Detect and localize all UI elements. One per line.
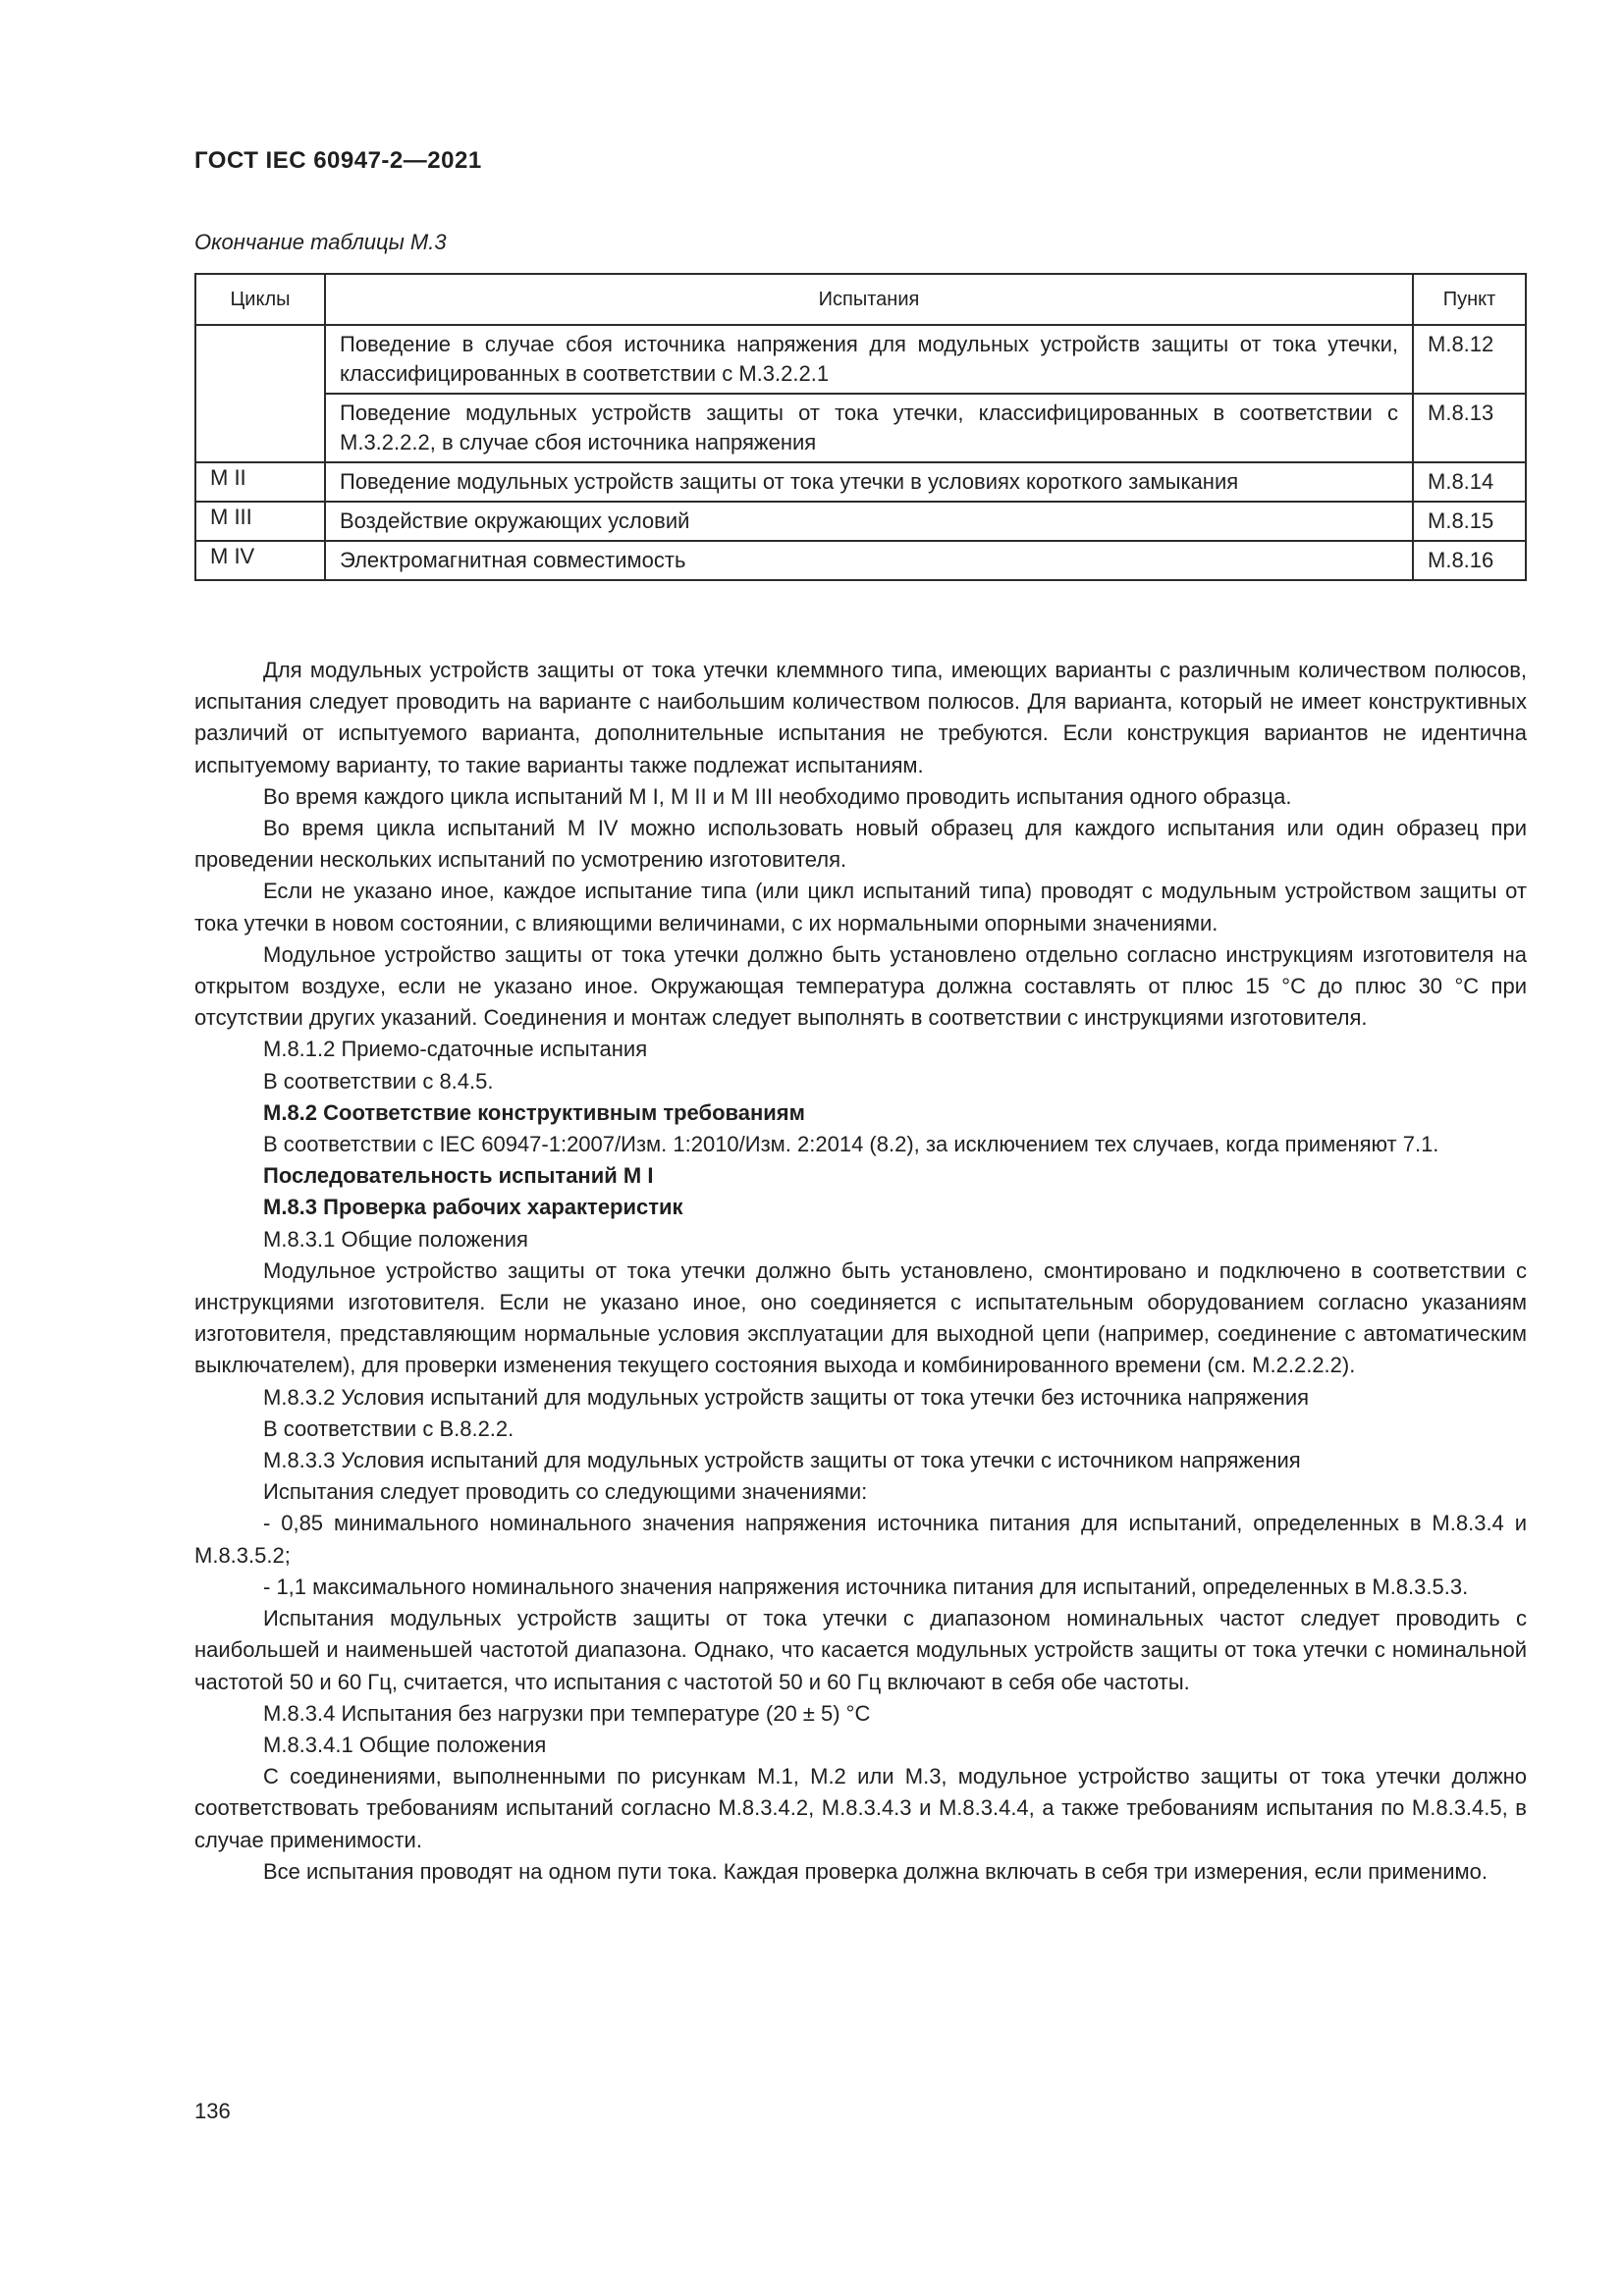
table-cell-test: Поведение модульных устройств защиты от тока утечки в условиях короткого замыкания bbox=[325, 462, 1413, 502]
body-text bbox=[194, 655, 1527, 1888]
table-row bbox=[195, 462, 1526, 502]
paragraph: Если не указано иное, каждое испытание типа (или цикл испытаний типа) проводят с модульным устройством защиты от тока утечки в новом состоянии, с влияющими величинами, с их нормальными опорными значениями. bbox=[194, 879, 1527, 935]
tests-table bbox=[194, 273, 1527, 581]
section-heading-m831: М.8.3.1 Общие положения bbox=[263, 1226, 528, 1252]
table-caption: Окончание таблицы М.3 bbox=[194, 230, 447, 254]
paragraph: Модульное устройство защиты от тока утечки должно быть установлено отдельно согласно инструкциям изготовителя на открытом воздухе, если не указано иное. Окружающая температура должна составлять от плюс 15 °С до плюс 30 °С при отсутствии других указаний. Соединения и монтаж следует выполнять в соответствии с инструкциями изготовителя. bbox=[194, 941, 1527, 1031]
test-sequence-heading: Последовательность испытаний М I bbox=[263, 1163, 654, 1189]
section-heading-m833: М.8.3.3 Условия испытаний для модульных устройств защиты от тока утечки с источником напряжения bbox=[263, 1448, 1301, 1473]
table-cell-cycle: М III bbox=[195, 502, 325, 541]
list-item: - 1,1 максимального номинального значения напряжения источника питания для испытаний, определенных в М.8.3.5.3. bbox=[263, 1574, 1469, 1599]
paragraph: Модульное устройство защиты от тока утечки должно быть установлено, смонтировано и подключено в соответствии с инструкциями изготовителя. Если не указано иное, оно соединяется с испытательным оборудованием согласно указаниям изготовителя, представляющим нормальные условия эксплуатации для выходной цепи (например, соединение с автоматическим выключателем), для проверки изменения текущего состояния выхода и комбинированного времени (см. М.2.2.2.2). bbox=[194, 1257, 1527, 1378]
table-cell-point: М.8.13 bbox=[1413, 394, 1526, 462]
paragraph: В соответствии с В.8.2.2. bbox=[263, 1415, 514, 1441]
column-header-point: Пункт bbox=[1413, 274, 1526, 325]
section-heading-m834: М.8.3.4 Испытания без нагрузки при температуре (20 ± 5) °С bbox=[263, 1700, 871, 1726]
table-cell-cycle: М II bbox=[195, 462, 325, 502]
table-cell-test: Воздействие окружающих условий bbox=[325, 502, 1413, 541]
paragraph: Испытания модульных устройств защиты от тока утечки с диапазоном номинальных частот следует проводить с наибольшей и наименьшей частотой диапазона. Однако, что касается модульных устройств защиты от тока утечки с номинальной частотой 50 и 60 Гц, считается, что испытания с частотой 50 и 60 Гц включают в себя обе частоты. bbox=[194, 1606, 1527, 1694]
section-heading-m832: М.8.3.2 Условия испытаний для модульных устройств защиты от тока утечки без источника напряжения bbox=[263, 1384, 1310, 1410]
table-row bbox=[195, 394, 1526, 462]
table-cell-cycle bbox=[195, 325, 325, 462]
section-heading-m82: М.8.2 Соответствие конструктивным требованиям bbox=[263, 1099, 805, 1125]
table-cell-cycle: М IV bbox=[195, 541, 325, 580]
section-heading-m8341: М.8.3.4.1 Общие положения bbox=[263, 1732, 547, 1757]
document-title: ГОСТ IEC 60947-2—2021 bbox=[194, 147, 482, 174]
section-heading-m83: М.8.3 Проверка рабочих характеристик bbox=[263, 1195, 683, 1220]
column-header-cycles: Циклы bbox=[195, 274, 325, 325]
section-heading-m812: М.8.1.2 Приемо-сдаточные испытания bbox=[263, 1037, 648, 1062]
table-row bbox=[195, 502, 1526, 541]
table-cell-test: Поведение модульных устройств защиты от тока утечки, классифицированных в соответствии с М.3.2.2.2, в случае сбоя источника напряжения bbox=[325, 394, 1413, 462]
table-cell-test: Поведение в случае сбоя источника напряжения для модульных устройств защиты от тока утечки, классифицированных в соответствии с М.3.2.2.1 bbox=[325, 325, 1413, 394]
table-row bbox=[195, 541, 1526, 580]
paragraph: Все испытания проводят на одном пути тока. Каждая проверка должна включать в себя три измерения, если применимо. bbox=[263, 1858, 1488, 1884]
table-cell-point: М.8.15 bbox=[1413, 502, 1526, 541]
paragraph: Для модульных устройств защиты от тока утечки клеммного типа, имеющих варианты с различным количеством полюсов, испытания следует проводить на варианте с наибольшим количеством полюсов. Для варианта, который не имеет конструктивных различий от испытуемого варианта, дополнительные испытания не требуются. Если конструкция вариантов не идентична испытуемому варианту, то такие варианты также подлежат испытаниям. bbox=[194, 658, 1527, 777]
table-cell-point: М.8.14 bbox=[1413, 462, 1526, 502]
paragraph: С соединениями, выполненными по рисункам М.1, М.2 или М.3, модульное устройство защиты от тока утечки должно соответствовать требованиям испытаний согласно М.8.3.4.2, М.8.3.4.3 и М.8.3.4.4, а также требованиям испытания по М.8.3.4.5, в случае применимости. bbox=[194, 1764, 1527, 1852]
column-header-tests: Испытания bbox=[325, 274, 1413, 325]
paragraph: В соответствии с 8.4.5. bbox=[263, 1068, 494, 1094]
list-item: - 0,85 минимального номинального значения напряжения источника питания для испытаний, определенных в М.8.3.4 и М.8.3.5.2; bbox=[194, 1511, 1527, 1568]
paragraph: Во время каждого цикла испытаний М I, М II и М III необходимо проводить испытания одного образца. bbox=[263, 783, 1292, 809]
table-cell-point: М.8.12 bbox=[1413, 325, 1526, 394]
page-number: 136 bbox=[194, 2099, 231, 2123]
paragraph: В соответствии с IEC 60947-1:2007/Изм. 1:2010/Изм. 2:2014 (8.2), за исключением тех случаев, когда применяют 7.1. bbox=[263, 1132, 1439, 1157]
paragraph: Испытания следует проводить со следующими значениями: bbox=[263, 1479, 868, 1505]
table-header-row bbox=[195, 274, 1526, 325]
paragraph: Во время цикла испытаний М IV можно использовать новый образец для каждого испытания или один образец при проведении нескольких испытаний по усмотрению изготовителя. bbox=[194, 816, 1527, 873]
table-cell-test: Электромагнитная совместимость bbox=[325, 541, 1413, 580]
table-row bbox=[195, 325, 1526, 394]
table-cell-point: М.8.16 bbox=[1413, 541, 1526, 580]
